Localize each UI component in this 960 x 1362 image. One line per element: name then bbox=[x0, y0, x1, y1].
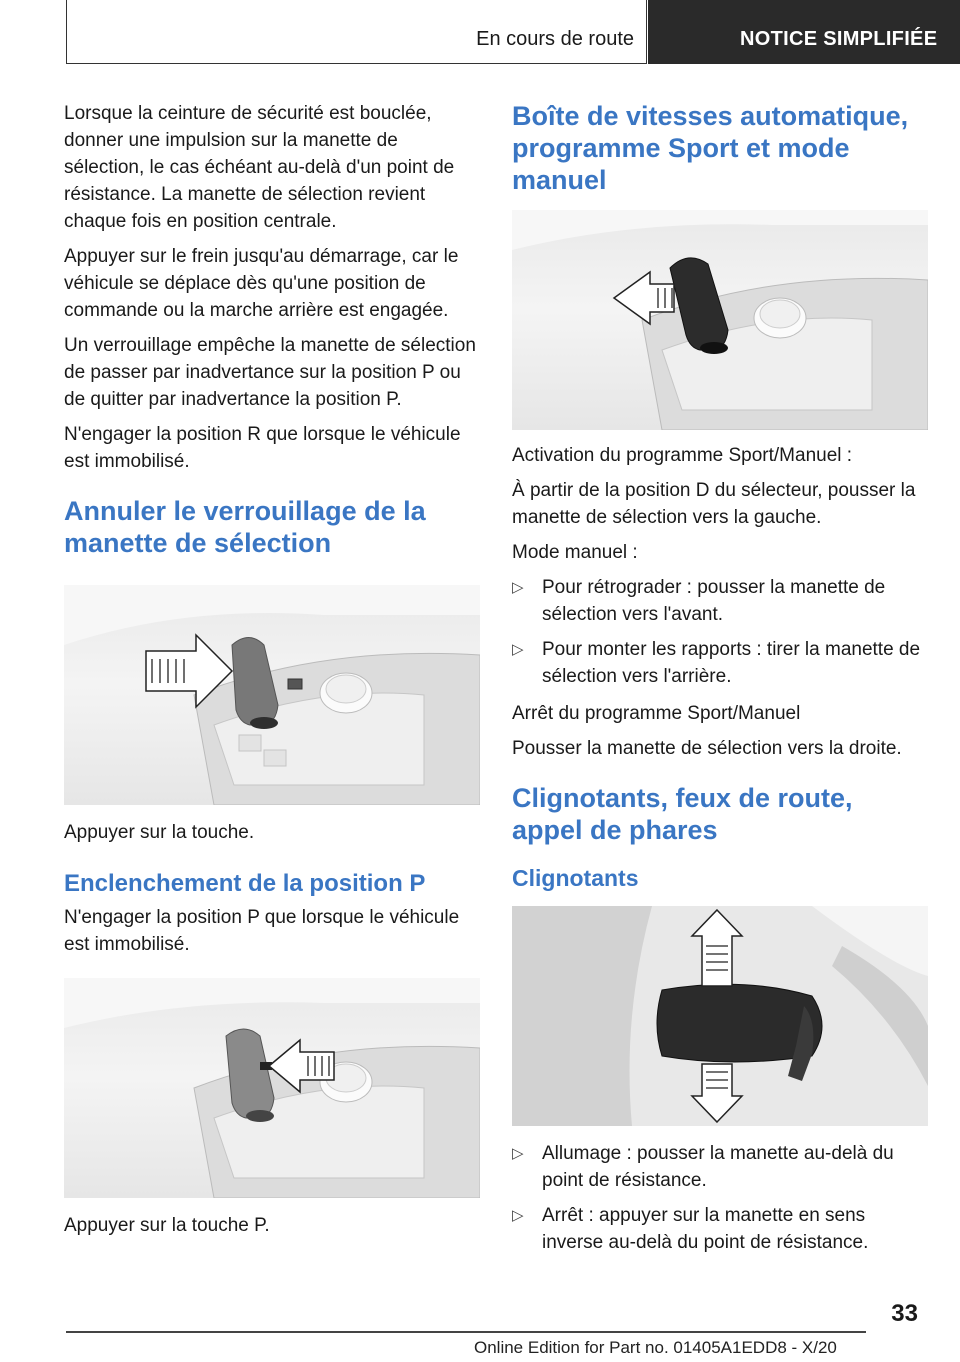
left-column bbox=[64, 100, 480, 1247]
list-item: ▷ Allumage : pousser la manette au-delà du point de résistance. bbox=[512, 1140, 928, 1194]
figure-park-button bbox=[64, 978, 480, 1198]
heading-park-position: Enclenchement de la position P bbox=[64, 870, 426, 897]
footer-edition: Online Edition for Part no. 01405A1EDD8 - X/20 bbox=[474, 1338, 837, 1357]
paragraph-park: N'engager la position P que lorsque le véhicule est immobilisé. bbox=[64, 907, 460, 955]
footer-divider bbox=[66, 1331, 866, 1333]
heading-indicators: Clignotants bbox=[512, 865, 639, 891]
paragraph-manual-mode: Mode manuel : bbox=[512, 542, 638, 563]
figure-indicator-stalk bbox=[512, 906, 928, 1126]
sport-mode-illustration bbox=[512, 210, 928, 430]
header-section-box bbox=[66, 0, 647, 64]
bullet-triangle-icon: ▷ bbox=[512, 579, 524, 596]
figure-sport-mode bbox=[512, 210, 928, 430]
paragraph-brake: Appuyer sur le frein jusqu'au démarrage, car le véhicule se déplace dès qu'une position de commande ou la marche arrière est engagée. bbox=[64, 246, 459, 321]
list-indicators bbox=[512, 1140, 928, 1256]
list-item: ▷ Arrêt : appuyer sur la manette en sens inverse au-delà du point de résistance. bbox=[512, 1202, 928, 1256]
paragraph-stop-title: Arrêt du programme Sport/Manuel bbox=[512, 703, 801, 724]
figure-unlock-selector bbox=[64, 585, 480, 805]
paragraph-belt: Lorsque la ceinture de sécurité est bouclée, donner une impulsion sur la manette de sélection, le cas échéant au-delà d'un point de résistance. La manette de sélection revient chaque fois en position centrale. bbox=[64, 103, 455, 232]
paragraph-activation: Activation du programme Sport/Manuel : bbox=[512, 445, 853, 466]
header-chapter-title: NOTICE SIMPLIFIÉE bbox=[740, 28, 938, 50]
header-section-title: En cours de route bbox=[476, 28, 634, 50]
page-number: 33 bbox=[891, 1300, 918, 1327]
indicator-stalk-illustration bbox=[512, 906, 928, 1126]
paragraph-lock: Un verrouillage empêche la manette de sélection de passer par inadvertance sur la position P ou de quitter par inadvertance la position P. bbox=[64, 335, 476, 410]
bullet-triangle-icon: ▷ bbox=[512, 1145, 524, 1162]
right-column bbox=[512, 100, 928, 1264]
park-button-illustration bbox=[64, 978, 480, 1198]
paragraph-from-d: À partir de la position D du sélecteur, pousser la manette de sélection vers la gauche. bbox=[512, 480, 916, 528]
list-manual-mode bbox=[512, 574, 928, 690]
list-item: ▷ Pour rétrograder : pousser la manette de sélection vers l'avant. bbox=[512, 574, 928, 628]
caption-unlock-selector: Appuyer sur la touche. bbox=[64, 822, 255, 843]
heading-unlock-selector: Annuler le verrouillage de la manette de sélection bbox=[64, 496, 426, 558]
paragraph-stop: Pousser la manette de sélection vers la droite. bbox=[512, 738, 902, 759]
bullet-triangle-icon: ▷ bbox=[512, 641, 524, 658]
paragraph-reverse: N'engager la position R que lorsque le véhicule est immobilisé. bbox=[64, 424, 461, 472]
list-item: ▷ Pour monter les rapports : tirer la manette de sélection vers l'arrière. bbox=[512, 636, 928, 690]
header-chapter-box bbox=[648, 0, 960, 64]
heading-automatic-gearbox: Boîte de vitesses automatique, programme Sport et mode manuel bbox=[512, 101, 909, 195]
bullet-triangle-icon: ▷ bbox=[512, 1207, 524, 1224]
gear-selector-illustration bbox=[64, 585, 480, 805]
heading-lights: Clignotants, feux de route, appel de phares bbox=[512, 783, 853, 845]
caption-park-button: Appuyer sur la touche P. bbox=[64, 1215, 270, 1236]
